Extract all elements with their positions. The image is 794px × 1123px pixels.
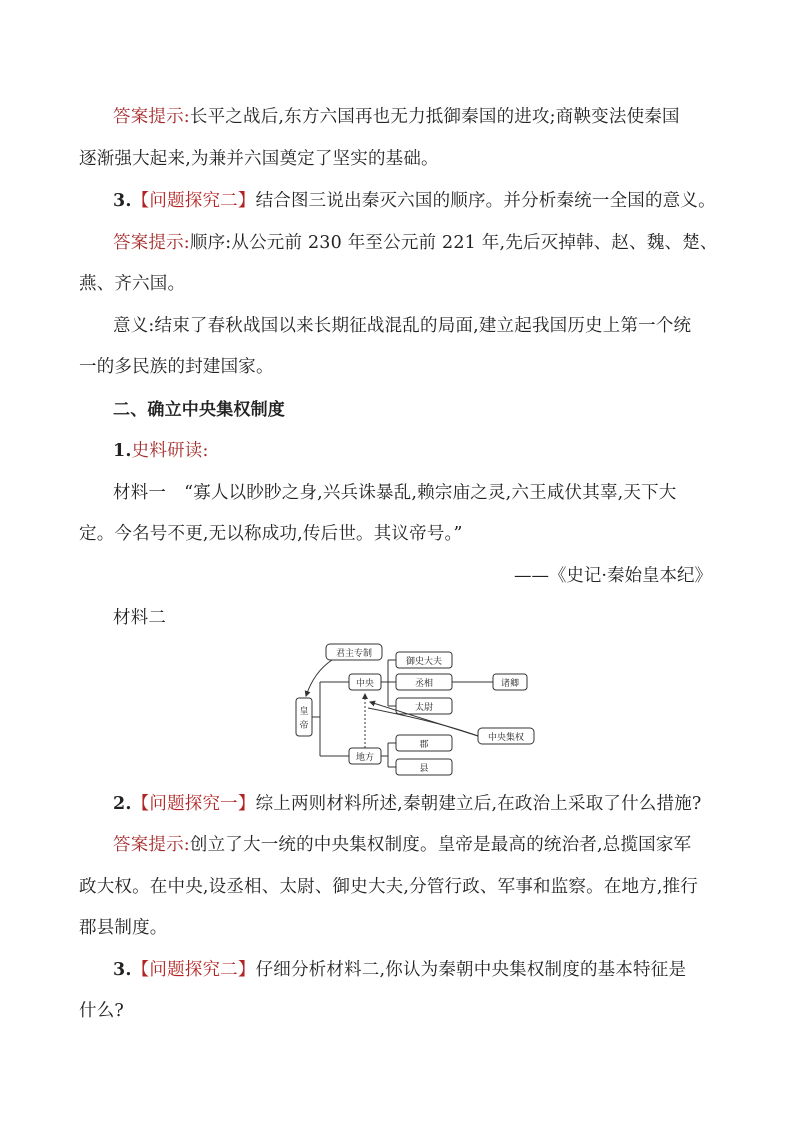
q2-hint-line-3: 郡县制度。: [79, 918, 168, 938]
central-government-diagram: [290, 636, 540, 782]
hint-text: 顺序:从公元前 230 年至公元前 221 年,先后灭掉韩、赵、魏、楚、: [189, 233, 718, 253]
taiwei-label: 太尉: [414, 703, 434, 713]
prev-hint-line-1: [113, 106, 713, 128]
xian-label: 县: [419, 764, 429, 774]
material-1-quote: “寡人以眇眇之身,兴兵诛暴乱,赖宗庙之灵,六王咸伏其辜,天下大: [184, 483, 677, 503]
q2-hint-line-1: [113, 834, 713, 856]
material-1-source: ——《史记·秦始皇本纪》: [513, 566, 712, 586]
prev-hint-line-2: 逐渐强大起来,为兼并六国奠定了坚实的基础。: [79, 149, 439, 169]
question-text: 综上两则材料所述,秦朝建立后,在政治上采取了什么措施?: [255, 794, 702, 814]
question-number: 3.: [113, 191, 132, 211]
hint-label: 答案提示:: [113, 835, 190, 855]
question-3a: [113, 190, 716, 212]
question-number: 2.: [113, 794, 132, 814]
local-label: 地方: [355, 753, 375, 763]
question-tag: 【问题探究一】: [131, 794, 256, 814]
hint-text: 创立了大一统的中央集权制度。皇帝是最高的统治者,总揽国家军: [189, 835, 692, 855]
question-text: 仔细分析材料二,你认为秦朝中央集权制度的基本特征是: [255, 960, 687, 980]
q3a-hint-line-1: [113, 232, 718, 254]
material-1-line-1: [113, 482, 713, 504]
item-number: 1.: [113, 441, 132, 461]
autocracy-label: 君主专制: [335, 649, 373, 659]
emperor-label-2: 帝: [299, 721, 309, 731]
question-text: 结合图三说出秦灭六国的顺序。并分析秦统一全国的意义。: [255, 191, 716, 211]
question-2: [113, 793, 713, 815]
item-label: 史料研读:: [131, 441, 209, 461]
hint-text: 长平之战后,东方六国再也无力抵御秦国的进攻;商鞅变法使秦国: [189, 107, 680, 127]
material-1-line-2: 定。今名号不更,无以称成功,传后世。其议帝号。”: [79, 524, 463, 544]
central-label: 中央: [355, 679, 375, 689]
question-tag: 【问题探究二】: [131, 191, 256, 211]
chengxiang-label: 丞相: [414, 679, 434, 689]
question-3b: [113, 959, 713, 981]
centralization-label: 中央集权: [487, 733, 525, 743]
zhuqing-label: 诸卿: [500, 679, 520, 689]
q3a-meaning-line-1: 意义:结束了春秋战国以来长期征战混乱的局面,建立起我国历史上第一个统: [113, 316, 692, 336]
emperor-label-1: 皇: [299, 707, 309, 717]
item-1: [113, 440, 713, 462]
section-heading: 二、确立中央集权制度: [113, 400, 285, 420]
yushi-label: 御史大夫: [405, 657, 443, 667]
q3a-hint-line-2: 燕、齐六国。: [79, 274, 186, 294]
question-number: 3.: [113, 960, 132, 980]
material-2-label: 材料二: [113, 608, 167, 628]
hint-label: 答案提示:: [113, 233, 190, 253]
hint-label: 答案提示:: [113, 107, 190, 127]
material-1-label: 材料一: [113, 483, 167, 503]
question-3b-line-2: 什么?: [79, 1001, 124, 1021]
jun-label: 郡: [419, 740, 429, 750]
q3a-meaning-line-2: 一的多民族的封建国家。: [79, 357, 274, 377]
question-tag: 【问题探究二】: [131, 960, 256, 980]
q2-hint-line-2: 政大权。在中央,设丞相、太尉、御史大夫,分管行政、军事和监察。在地方,推行: [79, 877, 699, 897]
